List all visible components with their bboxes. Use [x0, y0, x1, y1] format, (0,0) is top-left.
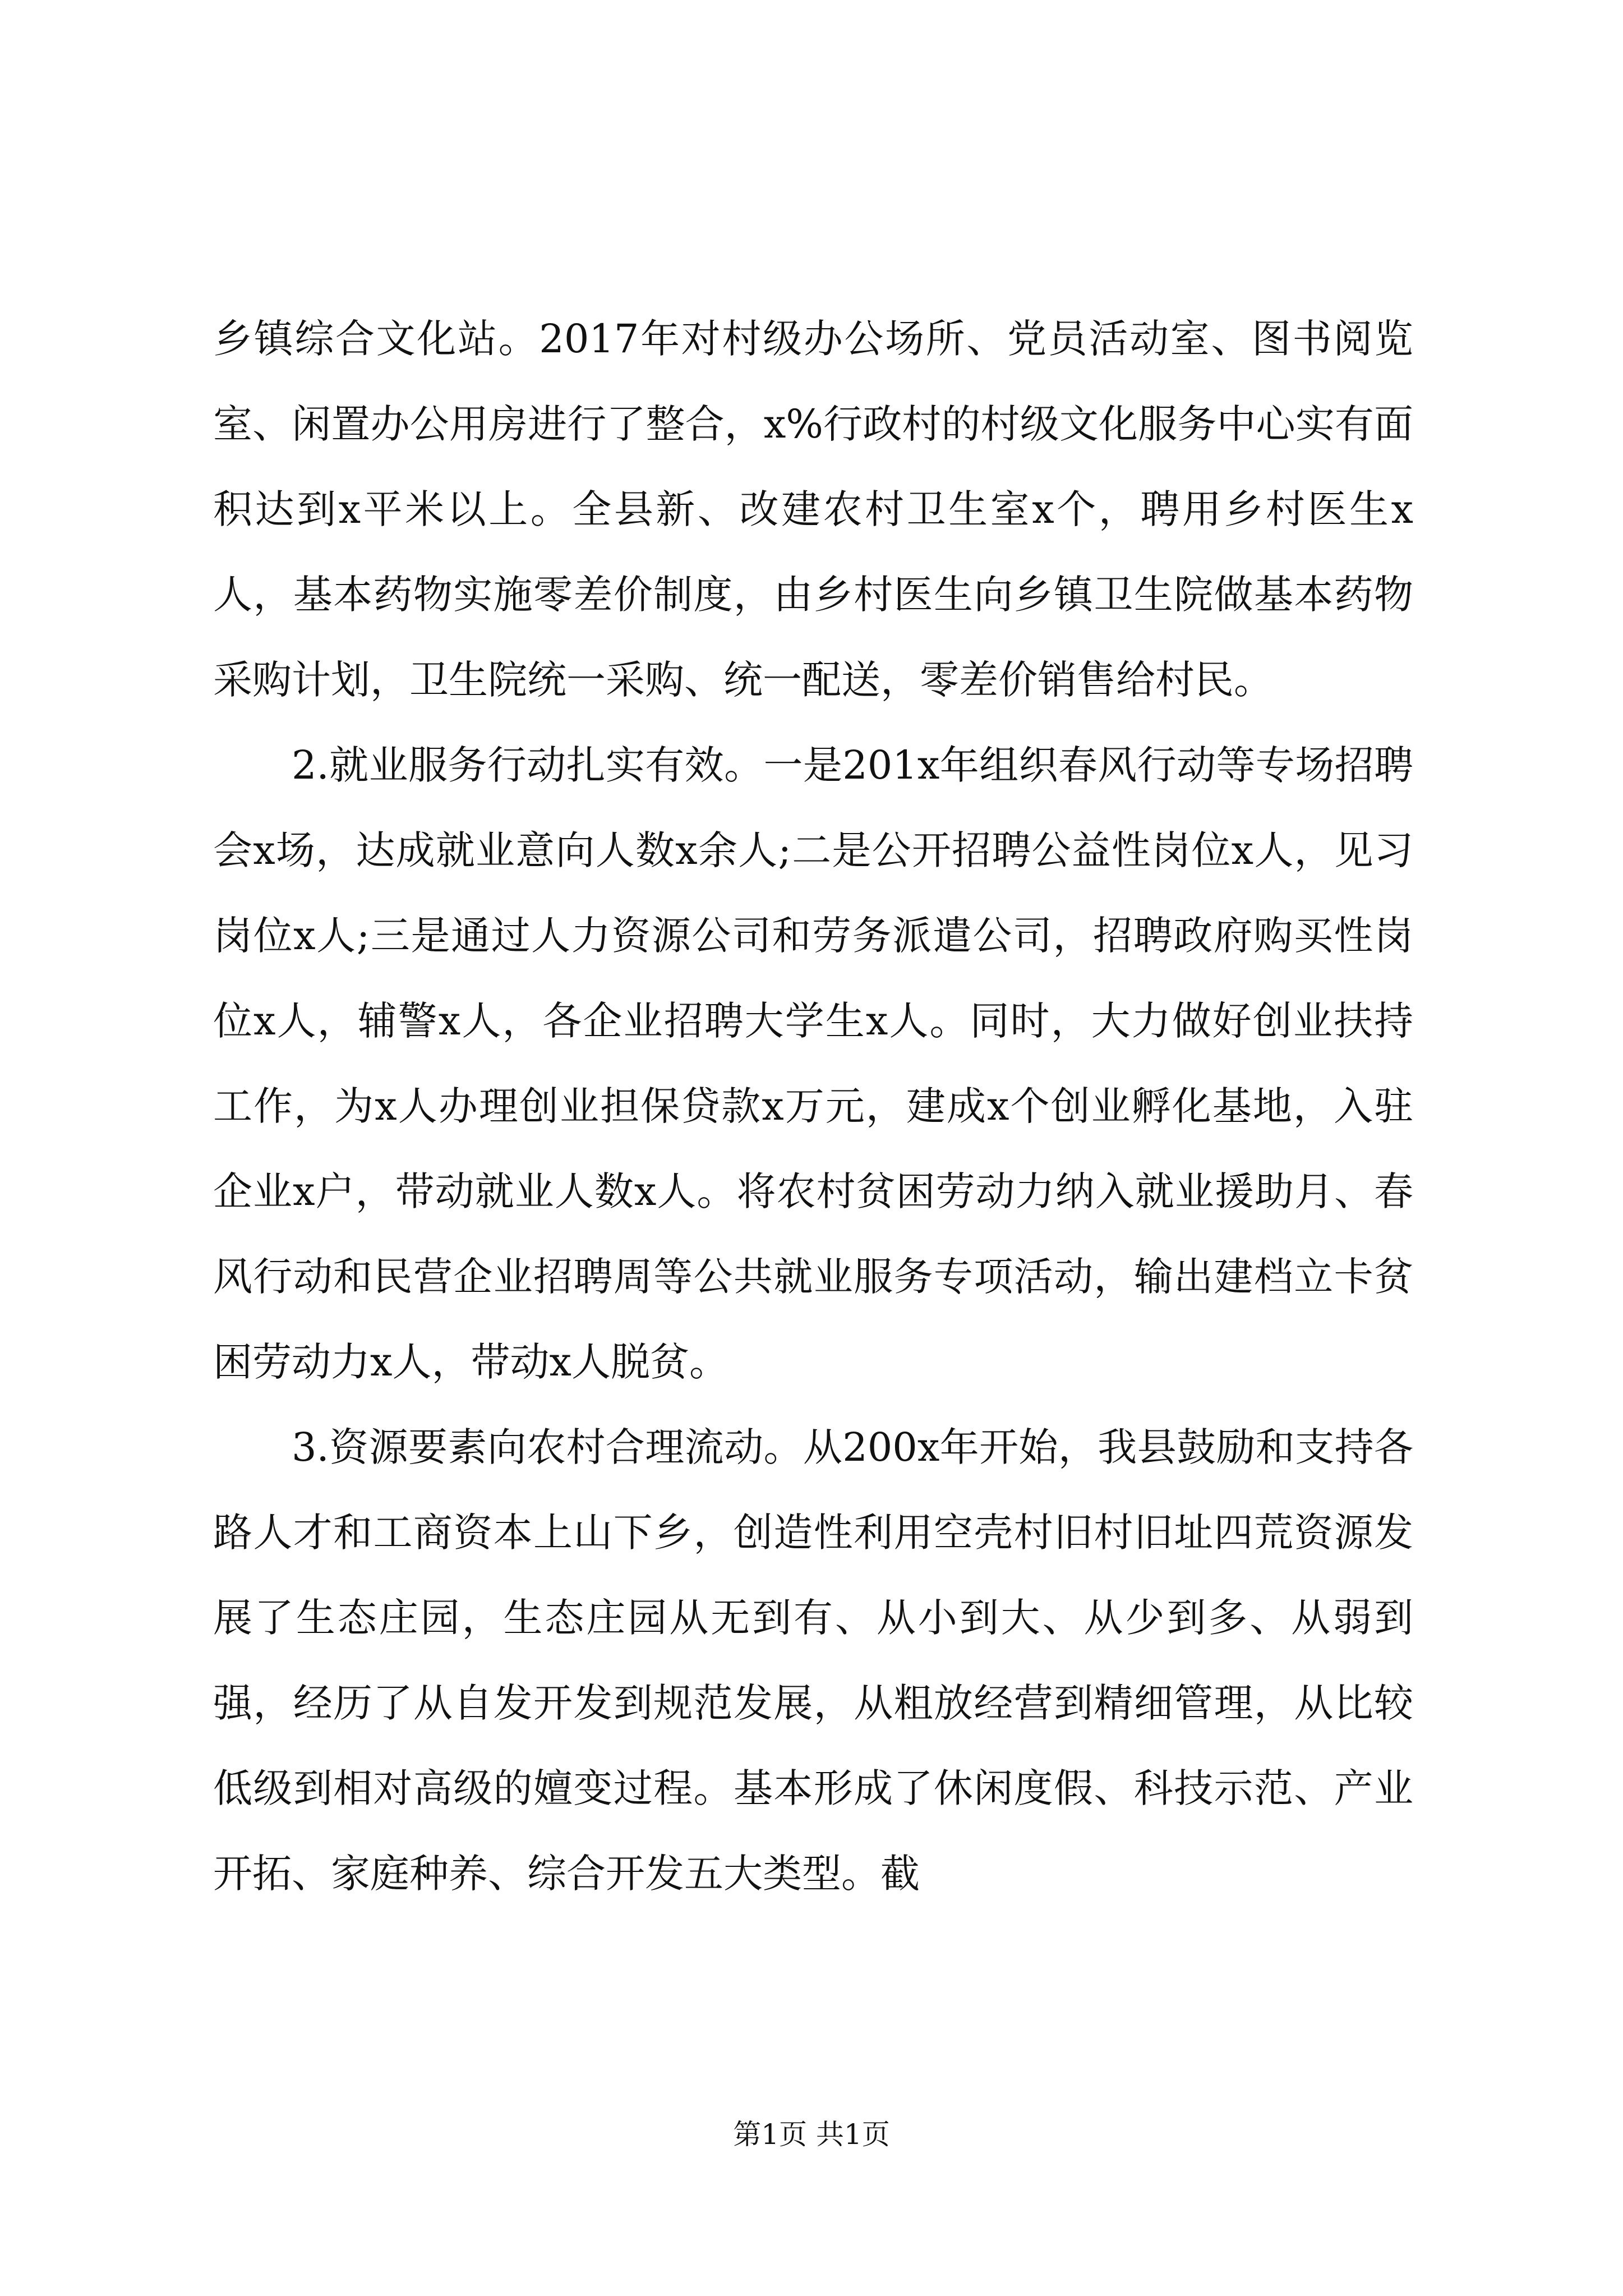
- paragraph-resource-flow: 3.资源要素向农村合理流动。从200x年开始，我县鼓励和支持各路人才和工商资本上山下乡，创造性利用空壳村旧村旧址四荒资源发展了生态庄园，生态庄园从无到有、从小到大、从少到多、从弱到强，经历了从自发开发到规范发展，从粗放经营到精细管理，从比较低级到相对高级的嬗变过程。基本形成了休闲度假、科技示范、产业开拓、家庭种养、综合开发五大类型。截: [213, 1424, 1413, 1897]
- paragraph-continuation: 乡镇综合文化站。2017年对村级办公场所、党员活动室、图书阅览室、闲置办公用房进行了整合，x%行政村的村级文化服务中心实有面积达到x平米以上。全县新、改建农村卫生室x个，聘用乡村医生x人，基本药物实施零差价制度，由乡村医生向乡镇卫生院做基本药物采购计划，卫生院统一采购、统一配送，零差价销售给村民。: [213, 316, 1413, 703]
- page-footer: 第1页 共1页: [733, 2118, 890, 2151]
- document-body: [213, 296, 1413, 1916]
- paragraph-employment-services: 2.就业服务行动扎实有效。一是201x年组织春风行动等专场招聘会x场，达成就业意向人数x余人;二是公开招聘公益性岗位x人，见习岗位x人;三是通过人力资源公司和劳务派遣公司，招聘政府购买性岗位x人，辅警x人，各企业招聘大学生x人。同时，大力做好创业扶持工作，为x人办理创业担保贷款x万元，建成x个创业孵化基地，入驻企业x户，带动就业人数x人。将农村贫困劳动力纳入就业援助月、春风行动和民营企业招聘周等公共就业服务专项活动，输出建档立卡贫困劳动力x人，带动x人脱贫。: [213, 742, 1414, 1385]
